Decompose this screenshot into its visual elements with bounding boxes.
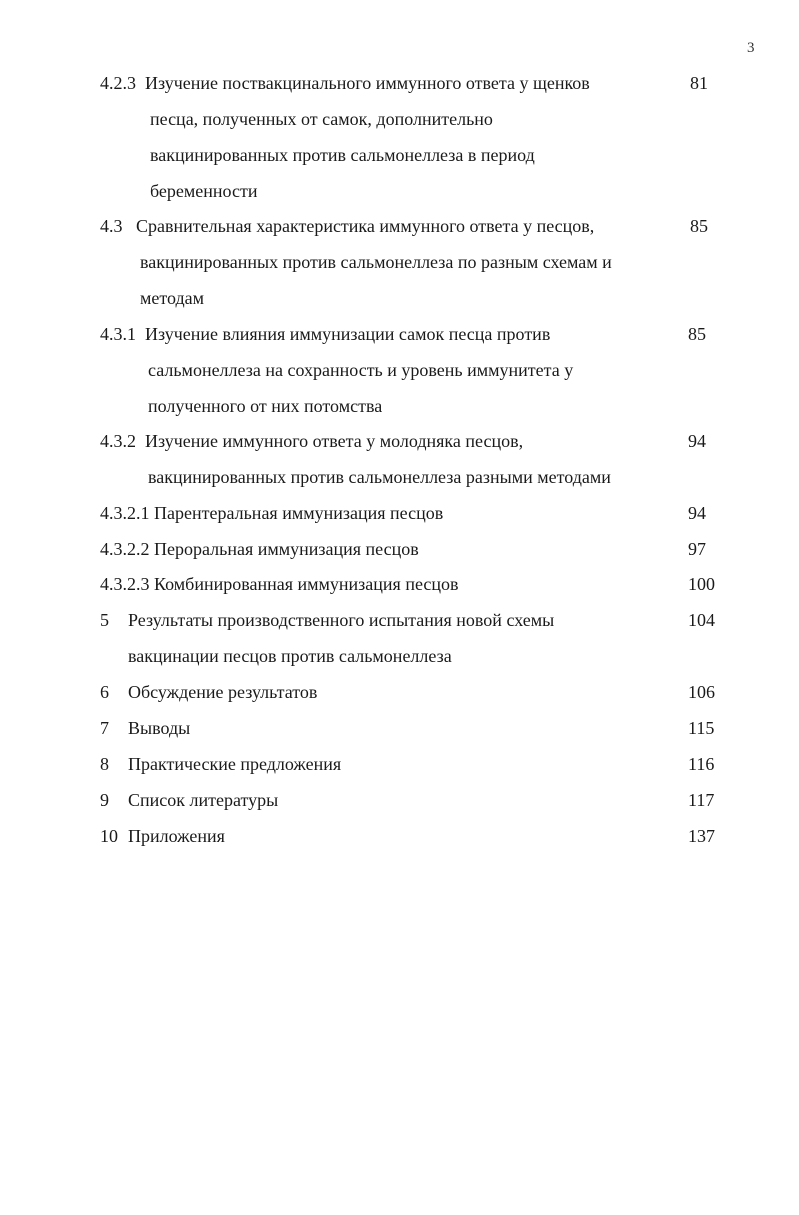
toc-entry-number: 8 <box>100 754 109 774</box>
toc-entry-title-line: Парентеральная иммунизация песцов <box>154 503 444 523</box>
toc-entry-title-line: вакцинированных против сальмонеллеза по разным схемам и <box>140 252 612 272</box>
toc-entry-number: 10 <box>100 826 118 846</box>
toc-entry-number: 4.3 <box>100 216 123 236</box>
toc-entry-number: 4.3.2.3 <box>100 574 150 594</box>
toc-entry-title-line: Приложения <box>128 826 225 846</box>
toc-entry-page: 115 <box>688 718 715 738</box>
toc-entry-title-line: вакцинированных против сальмонеллеза разными методами <box>148 467 611 487</box>
toc-entry-first-line <box>100 215 594 237</box>
toc-entry-first-line <box>100 538 419 560</box>
toc-entry-title-line: Изучение иммунного ответа у молодняка песцов, <box>145 431 524 451</box>
toc-entry-title-line: песца, полученных от самок, дополнительно <box>150 109 493 129</box>
toc-entry-first-line <box>100 430 523 452</box>
toc-entry-page: 116 <box>688 754 715 774</box>
toc-entry-title-line: Обсуждение результатов <box>128 682 318 702</box>
toc-entry-title-line: Изучение влияния иммунизации самок песца против <box>145 324 551 344</box>
toc-entry-title-line: Список литературы <box>128 790 279 810</box>
toc-entry-number: 4.3.2.1 <box>100 503 150 523</box>
toc-entry-page: 104 <box>688 610 715 630</box>
toc-entry-number: 7 <box>100 718 109 738</box>
toc-entry-page: 94 <box>688 503 706 523</box>
toc-entry-title-line: Сравнительная характеристика иммунного ответа у песцов, <box>136 216 595 236</box>
toc-entry-title-line: Комбинированная иммунизация песцов <box>154 574 459 594</box>
toc-entry-number: 4.3.2 <box>100 431 136 451</box>
toc-entry-title-line: Результаты производственного испытания новой схемы <box>128 610 555 630</box>
toc-entry-first-line <box>100 72 590 94</box>
toc-entry-number: 5 <box>100 610 109 630</box>
toc-entry-first-line <box>100 573 459 595</box>
toc-entry-title-line: беременности <box>150 181 258 201</box>
toc-entry-title-line: полученного от них потомства <box>148 396 383 416</box>
toc-entry-number: 4.3.2.2 <box>100 539 150 559</box>
toc-entry-number: 9 <box>100 790 109 810</box>
toc-entry-page: 97 <box>688 539 706 559</box>
toc-entry-page: 94 <box>688 431 706 451</box>
toc-entry-title-line: вакцинированных против сальмонеллеза в период <box>150 145 535 165</box>
toc-entry-number: 6 <box>100 682 109 702</box>
toc-entry-title-line: вакцинации песцов против сальмонеллеза <box>128 646 452 666</box>
page-number: 3 <box>747 40 755 56</box>
toc-entry-page: 85 <box>690 216 708 236</box>
toc-entry-page: 137 <box>688 826 715 846</box>
toc-entry-first-line <box>100 323 550 345</box>
toc-entry-page: 81 <box>690 73 708 93</box>
toc-entry-page: 106 <box>688 682 715 702</box>
toc-entry-title-line: Пероральная иммунизация песцов <box>154 539 419 559</box>
toc-entry-title-line: методам <box>140 288 205 308</box>
toc-entry-title-line: Практические предложения <box>128 754 342 774</box>
toc-entry-page: 117 <box>688 790 715 810</box>
toc-entry-number: 4.3.1 <box>100 324 136 344</box>
toc-entry-title-line: сальмонеллеза на сохранность и уровень иммунитета у <box>148 360 574 380</box>
toc-entry-number: 4.2.3 <box>100 73 136 93</box>
toc-entry-title-line: Выводы <box>128 718 191 738</box>
toc-entry-page: 100 <box>688 574 715 594</box>
toc-entry-first-line <box>100 502 443 524</box>
toc-entry-title-line: Изучение поствакцинального иммунного ответа у щенков <box>145 73 590 93</box>
toc-entry-page: 85 <box>688 324 706 344</box>
